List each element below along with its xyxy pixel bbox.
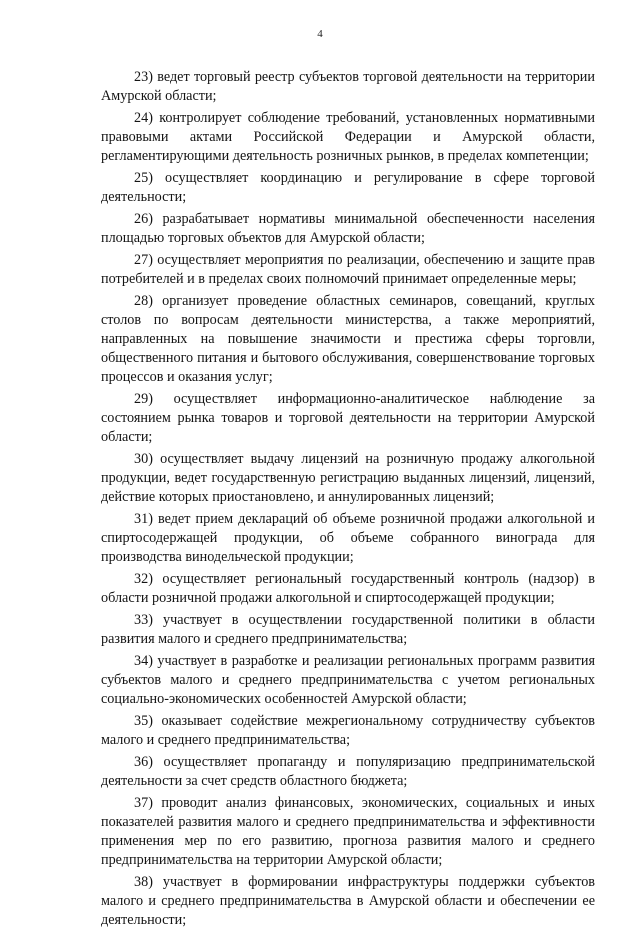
list-item: 32) осуществляет региональный государственный контроль (надзор) в области розничной продажи алкогольной и спиртосодержащей продукции; [101, 571, 595, 606]
list-item: 25) осуществляет координацию и регулирование в сфере торговой деятельности; [101, 170, 595, 205]
page-number: 4 [317, 28, 323, 40]
list-item: 31) ведет прием деклараций об объеме розничной продажи алкогольной и спиртосодержащей продукции, об объеме собранного винограда для производства винодельческой продукции; [101, 511, 595, 565]
list-item: 28) организует проведение областных семинаров, совещаний, круглых столов по вопросам деятельности министерства, а также мероприятий, направленных на повышение значимости и престижа сферы торговли, общественного питания и бытового обслуживания, совершенствование торговых процессов и оказания услуг; [101, 293, 595, 385]
list-item: 34) участвует в разработке и реализации региональных программ развития субъектов малого и среднего предпринимательства с учетом региональных социально-экономических особенностей Амурской области; [101, 653, 595, 707]
list-item: 38) участвует в формировании инфраструктуры поддержки субъектов малого и среднего предпринимательства в Амурской области и обеспечении ее деятельности; [101, 874, 595, 928]
list-item: 23) ведет торговый реестр субъектов торговой деятельности на территории Амурской области; [101, 69, 595, 104]
list-item: 33) участвует в осуществлении государственной политики в области развития малого и среднего предпринимательства; [101, 612, 595, 647]
list-item: 37) проводит анализ финансовых, экономических, социальных и иных показателей развития малого и среднего предпринимательства и эффективности применения мер по его развитию, прогноза развития малого и среднего предпринимательства на территории Амурской области; [101, 795, 595, 868]
list-item: 24) контролирует соблюдение требований, установленных нормативными правовыми актами Российской Федерации и Амурской области, регламентирующими деятельность розничных рынков, в пределах компетенции; [101, 110, 595, 164]
list-item: 30) осуществляет выдачу лицензий на розничную продажу алкогольной продукции, ведет государственную регистрацию выданных лицензий, лицензий, действие которых приостановлено, и аннулированных лицензий; [101, 451, 595, 505]
list-item: 27) осуществляет мероприятия по реализации, обеспечению и защите прав потребителей и в пределах своих полномочий принимает определенные меры; [101, 252, 595, 287]
item-list [101, 68, 595, 933]
list-item: 26) разрабатывает нормативы минимальной обеспеченности населения площадью торговых объектов для Амурской области; [101, 211, 595, 246]
list-item: 36) осуществляет пропаганду и популяризацию предпринимательской деятельности за счет средств областного бюджета; [101, 754, 595, 789]
list-item: 29) осуществляет информационно-аналитическое наблюдение за состоянием рынка товаров и торговой деятельности на территории Амурской области; [101, 391, 595, 445]
list-item: 35) оказывает содействие межрегиональному сотрудничеству субъектов малого и среднего предпринимательства; [101, 713, 595, 748]
